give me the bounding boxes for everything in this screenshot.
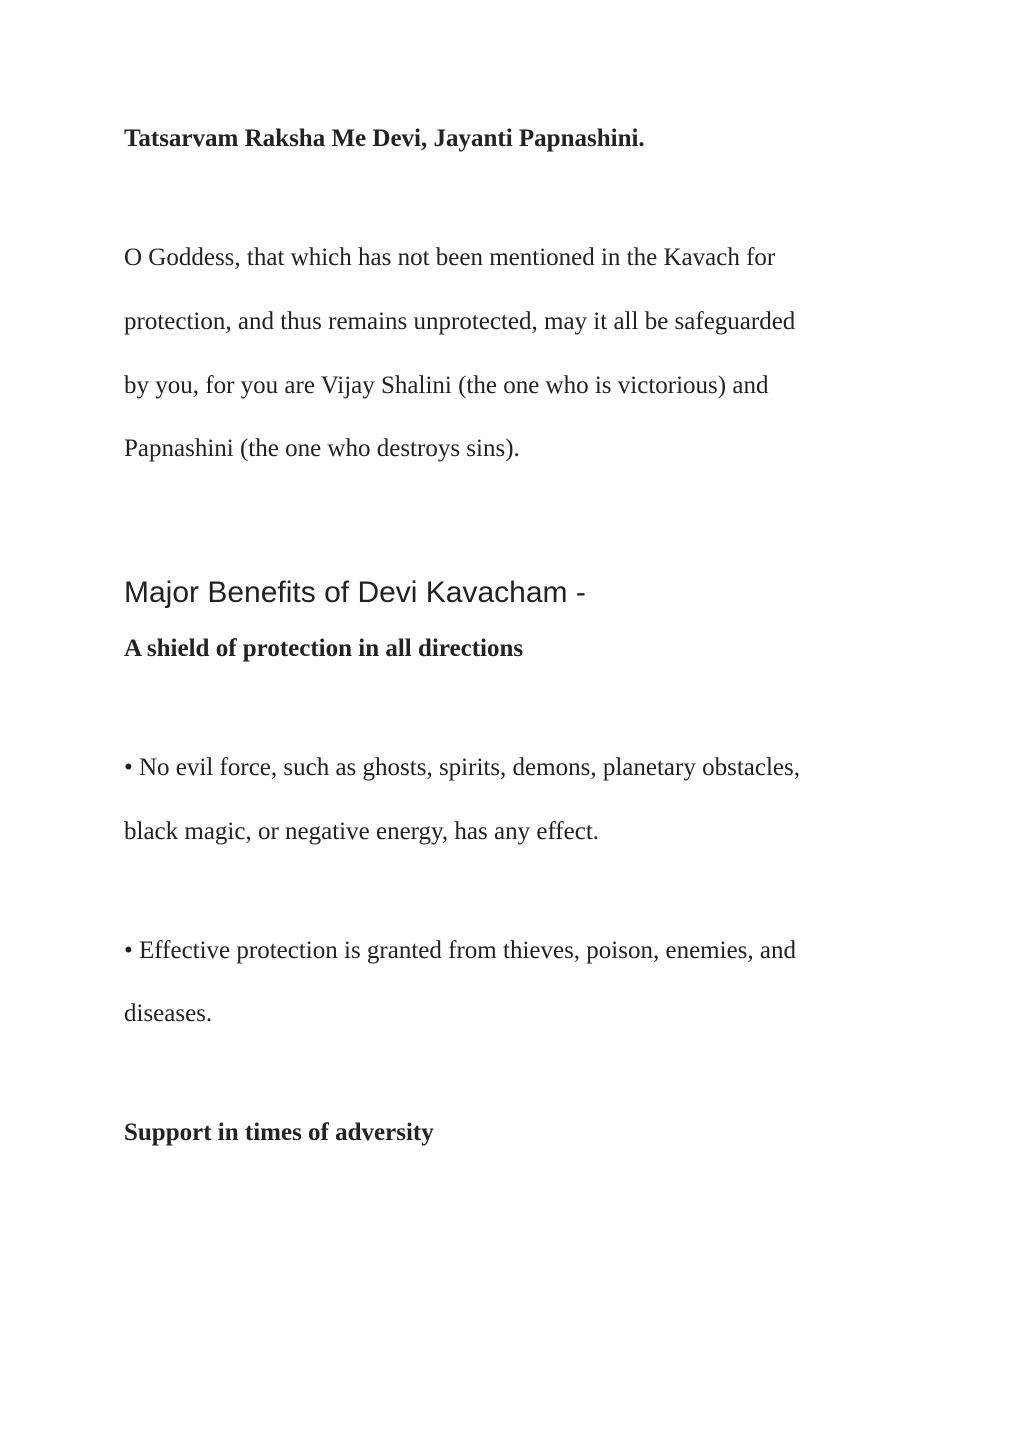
- bullet-2-line-1: • Effective protection is granted from thieves, poison, enemies, and: [124, 937, 796, 964]
- subheading-protection: A shield of protection in all directions: [124, 635, 524, 662]
- verse-line: Tatsarvam Raksha Me Devi, Jayanti Papnashini.: [124, 125, 645, 152]
- bullet-2-line-2: diseases.: [124, 1000, 213, 1027]
- bullet-1-line-1: • No evil force, such as ghosts, spirits, demons, planetary obstacles,: [124, 754, 800, 781]
- translation-line-2: protection, and thus remains unprotected, may it all be safeguarded: [124, 308, 796, 335]
- bullet-1-line-2: black magic, or negative energy, has any effect.: [124, 818, 600, 845]
- translation-line-3: by you, for you are Vijay Shalini (the one who is victorious) and: [124, 372, 769, 399]
- subheading-adversity: Support in times of adversity: [124, 1119, 434, 1146]
- section-heading: Major Benefits of Devi Kavacham -: [124, 576, 586, 609]
- translation-line-4: Papnashini (the one who destroys sins).: [124, 435, 520, 462]
- translation-line-1: O Goddess, that which has not been mentioned in the Kavach for: [124, 244, 776, 271]
